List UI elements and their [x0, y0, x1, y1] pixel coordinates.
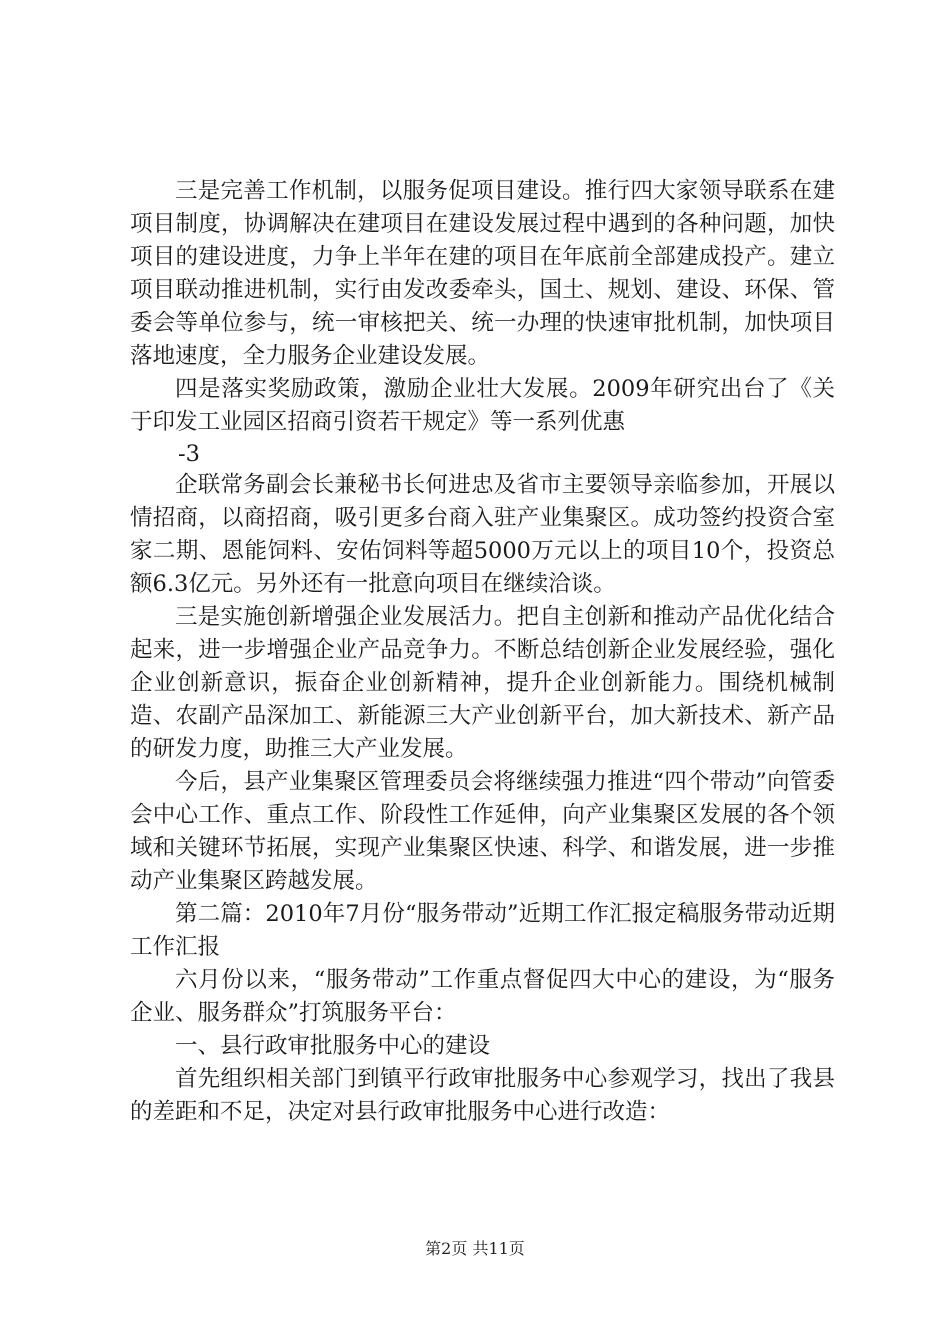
document-body [130, 175, 835, 1129]
paragraph-incentive-policy: 四是落实奖励政策，激励企业壮大发展。2009年研究出台了《关于印发工业园区招商引资若干规定》等一系列优惠 [130, 376, 835, 435]
paragraph-admin-center-visit: 首先组织相关部门到镇平行政审批服务中心参观学习，找出了我县的差距和不足，决定对县行政审批服务中心进行改造： [130, 1066, 835, 1125]
paragraph-service-intro: 六月份以来，“服务带动”工作重点督促四大中心的建设，为“服务企业、服务群众”打筑服务平台： [130, 967, 835, 1026]
paragraph-investment-signing: 企联常务副会长兼秘书长何进忠及省市主要领导亲临参加，开展以情招商，以商招商，吸引更多台商入驻产业集聚区。成功签约投资合室家二期、恩能饲料、安佑饲料等超5000万元以上的项目10个，投资总额6.3亿元。另外还有一批意向项目在继续洽谈。 [130, 472, 835, 597]
paragraph-outlook: 今后，县产业集聚区管理委员会将继续强力推进“四个带动”向管委会中心工作、重点工作、阶段性工作延伸，向产业集聚区发展的各个领域和关键环节拓展，实现产业集聚区快速、科学、和谐发展，进一步推动产业集聚区跨越发展。 [130, 769, 835, 894]
paragraph-improve-mechanism: 三是完善工作机制，以服务促项目建设。推行四大家领导联系在建项目制度，协调解决在建项目在建设发展过程中遇到的各种问题，加快项目的建设进度，力争上半年在建的项目在年底前全部建成投产。建立项目联动推进机制，实行由发改委牵头，国土、规划、建设、环保、管委会等单位参与，统一审核把关、统一办理的快速审批机制，加快项目落地速度，全力服务企业建设发展。 [130, 178, 835, 369]
paragraph-innovation: 三是实施创新增强企业发展活力。把自主创新和推动产品优化结合起来，进一步增强企业产品竞争力。不断总结创新企业发展经验，强化企业创新意识，振奋企业创新精神，提升企业创新能力。围绕机械制造、农副产品深加工、新能源三大产业创新平台，加大新技术、新产品的研发力度，助推三大产业发展。 [130, 604, 835, 762]
subheading-admin-center: 一、县行政审批服务中心的建设 [175, 1033, 491, 1059]
page-number-marker: -3 [178, 441, 200, 467]
page-footer: 第2页 共11页 [425, 1239, 525, 1258]
section-heading-second-article: 第二篇：2010年7月份“服务带动”近期工作汇报定稿服务带动近期工作汇报 [130, 901, 835, 960]
